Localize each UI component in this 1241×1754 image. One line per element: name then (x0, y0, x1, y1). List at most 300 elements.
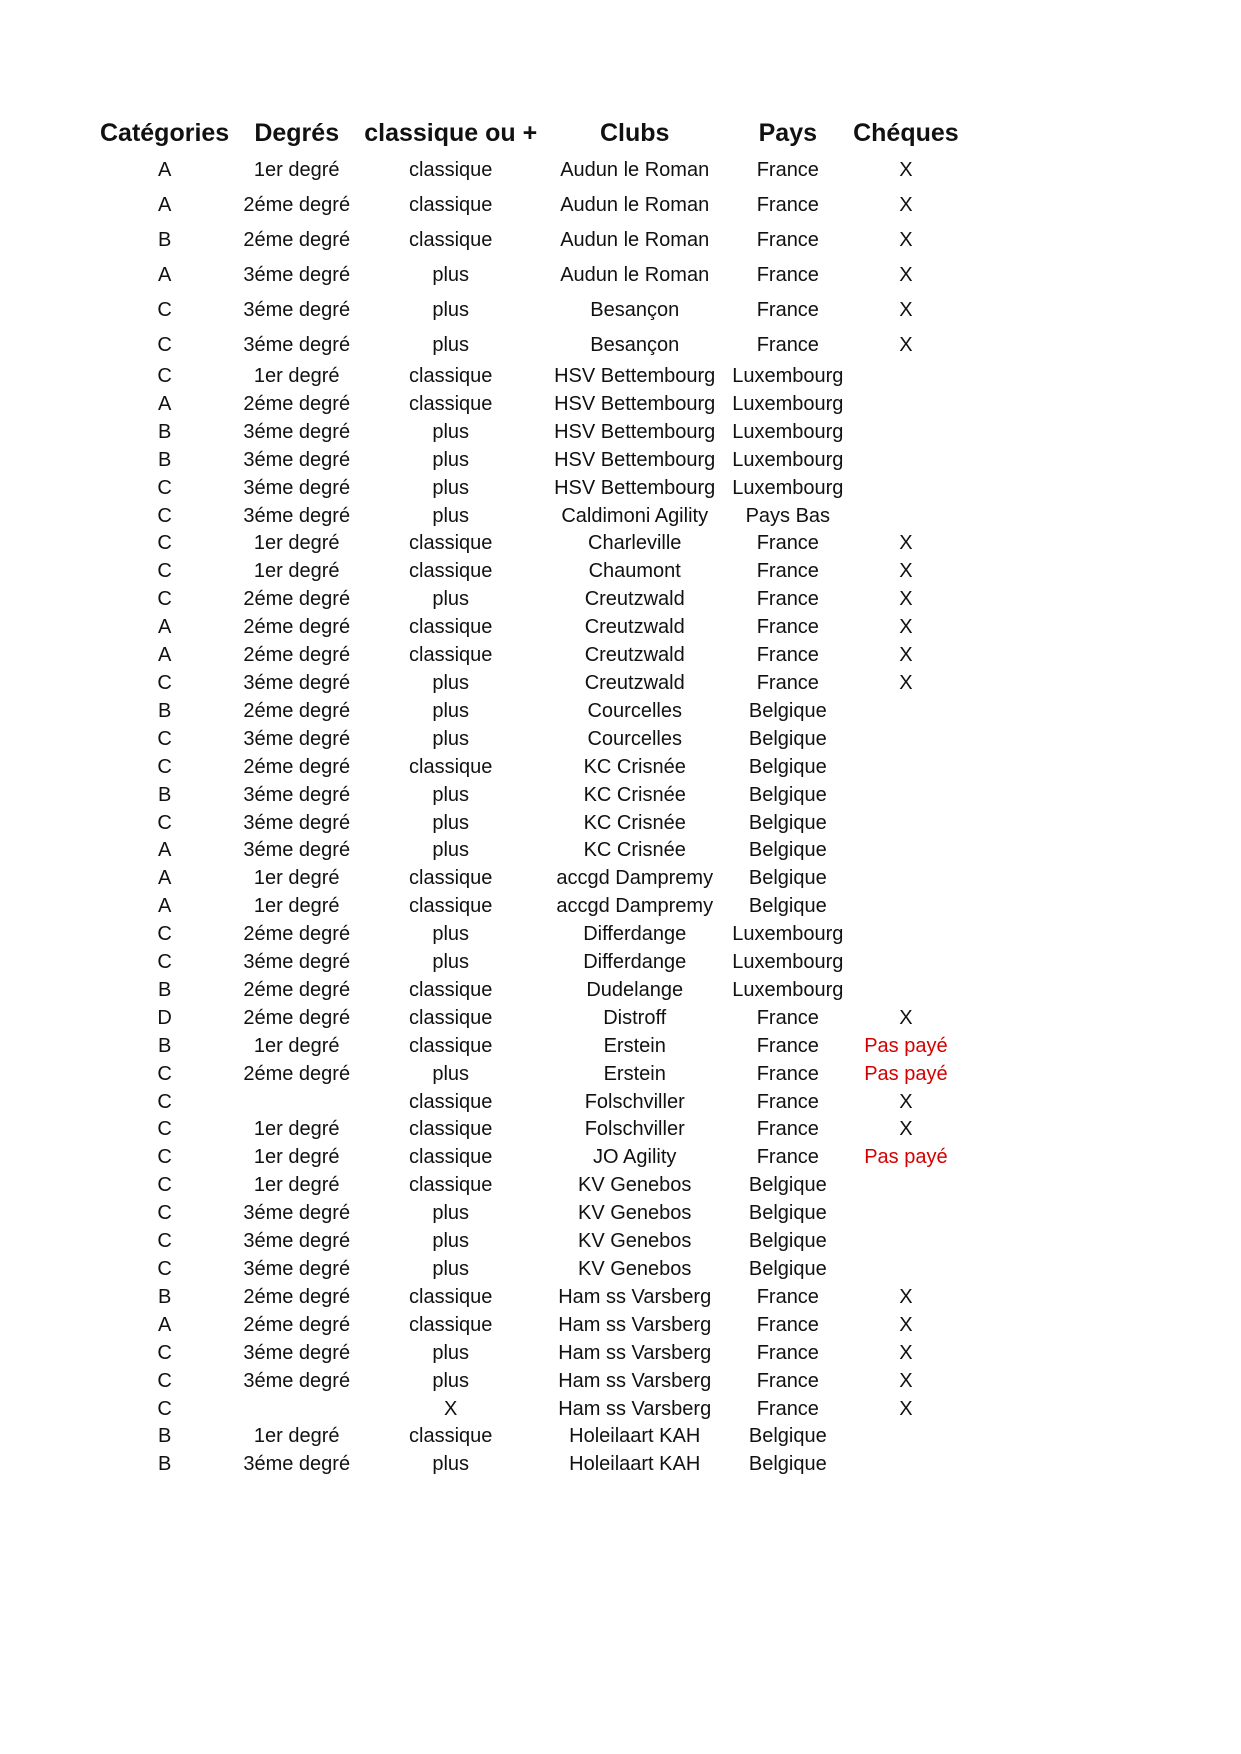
table-row (100, 1033, 968, 1061)
cell-cheque (843, 837, 968, 865)
cell-club: Holeilaart KAH (569, 1425, 701, 1448)
cell-categorie: C (157, 1397, 172, 1420)
cell-pays: France (756, 616, 819, 639)
cell-degre: 1er degré (253, 1034, 340, 1057)
cell-cheque: X (899, 560, 913, 583)
cell-cheque: X (899, 671, 913, 694)
cell-cheque: X (899, 229, 913, 251)
table-row (100, 328, 968, 363)
cell-pays: France (756, 159, 819, 181)
cell-categorie: B (157, 229, 172, 251)
cell-type: plus (432, 1062, 470, 1085)
table-row (100, 893, 968, 921)
cell-pays: France (756, 644, 819, 667)
table-row (100, 475, 968, 503)
cell-pays: Belgique (748, 1425, 827, 1448)
cell-pays: France (756, 1397, 819, 1420)
cell-categorie: B (157, 420, 172, 443)
cell-categorie: B (157, 448, 172, 471)
cell-type: plus (432, 1453, 470, 1476)
cell-club: Ham ss Varsberg (558, 1397, 712, 1420)
table-row (100, 670, 968, 698)
cell-pays: France (756, 1369, 819, 1392)
table-row (100, 726, 968, 754)
cell-cheque (843, 475, 968, 503)
cell-categorie: C (157, 1230, 172, 1253)
cell-cheque (843, 363, 968, 391)
cell-club: Erstein (603, 1034, 666, 1057)
cell-degre: 3éme degré (243, 951, 351, 974)
cell-cheque: X (899, 588, 913, 611)
cell-cheque: X (899, 1369, 913, 1392)
cell-club: Creutzwald (584, 616, 685, 639)
cell-pays: France (756, 588, 819, 611)
cell-pays: Belgique (748, 1202, 827, 1225)
cell-cheque: X (899, 1118, 913, 1141)
cell-cheque (843, 1172, 968, 1200)
cell-categorie: A (157, 159, 172, 181)
cell-categorie: C (157, 588, 172, 611)
cell-club: JO Agility (593, 1146, 677, 1169)
cell-type: classique (409, 159, 493, 181)
table-row (100, 782, 968, 810)
table-row (100, 810, 968, 838)
cell-categorie: C (157, 504, 172, 527)
cell-categorie: B (157, 1034, 172, 1057)
cell-categorie: A (157, 867, 172, 890)
cell-club: KC Crisnée (583, 755, 686, 778)
cell-club: Creutzwald (584, 588, 685, 611)
cell-type: plus (432, 1230, 470, 1253)
cell-type: classique (409, 1285, 493, 1308)
table-row (100, 949, 968, 977)
cell-cheque: X (899, 264, 913, 286)
cell-pays: Luxembourg (732, 365, 844, 387)
cell-categorie: C (157, 1118, 172, 1141)
cell-type: plus (432, 504, 470, 527)
cell-club: Audun le Roman (560, 159, 710, 181)
cell-categorie: C (157, 334, 172, 356)
cell-club: Charleville (588, 532, 682, 555)
cell-type: classique (409, 1313, 493, 1336)
table-row (100, 530, 968, 558)
cell-cheque: X (899, 194, 913, 216)
cell-degre: 3éme degré (243, 299, 351, 321)
cell-pays: France (756, 1341, 819, 1364)
table-row (100, 419, 968, 447)
cell-type: classique (409, 532, 493, 555)
table-row (100, 558, 968, 586)
cell-categorie: B (157, 1453, 172, 1476)
table-row (100, 865, 968, 893)
cell-pays: France (756, 1118, 819, 1141)
cell-type: classique (409, 365, 493, 387)
cell-type: classique (409, 1425, 493, 1448)
cell-degre: 2éme degré (243, 978, 351, 1001)
cell-pays: France (756, 194, 819, 216)
cell-club: Besançon (590, 334, 680, 356)
cell-pays: Belgique (748, 867, 827, 890)
cell-categorie: B (157, 783, 172, 806)
table-row (100, 1256, 968, 1284)
cell-club: HSV Bettembourg (554, 365, 716, 387)
table-row (100, 1172, 968, 1200)
table-row (100, 1200, 968, 1228)
cell-club: HSV Bettembourg (554, 420, 716, 443)
cell-club: Creutzwald (584, 644, 685, 667)
cell-type: classique (409, 560, 493, 583)
cell-pays: France (756, 1090, 819, 1113)
cell-categorie: C (157, 1090, 172, 1113)
cell-degre: 3éme degré (243, 504, 351, 527)
cell-club: Holeilaart KAH (569, 1453, 701, 1476)
cell-club: HSV Bettembourg (554, 476, 716, 499)
cell-type: classique (409, 978, 493, 1001)
cell-categorie: A (157, 644, 172, 667)
cell-degre: 1er degré (253, 867, 340, 890)
cell-cheque (843, 893, 968, 921)
cell-club: HSV Bettembourg (554, 448, 716, 471)
cell-degre: 2éme degré (243, 229, 351, 251)
table-row (100, 223, 968, 258)
cell-pays: France (756, 1062, 819, 1085)
cell-cheque: X (899, 159, 913, 181)
table-row (100, 1144, 968, 1172)
cell-cheque (843, 1228, 968, 1256)
cell-type: classique (409, 194, 493, 216)
cell-club: accgd Dampremy (556, 895, 714, 918)
cell-degre: 3éme degré (243, 334, 351, 356)
cell-cheque: X (899, 1006, 913, 1029)
cell-club: Audun le Roman (560, 264, 710, 286)
cell-pays: France (756, 299, 819, 321)
cell-cheque: X (899, 1313, 913, 1336)
cell-club: HSV Bettembourg (554, 392, 716, 415)
cell-cheque (843, 865, 968, 893)
cell-degre: 2éme degré (243, 1285, 351, 1308)
cell-pays: Belgique (748, 811, 827, 834)
cell-pays: Belgique (748, 1174, 827, 1197)
cell-degre (229, 1396, 364, 1424)
cell-type: classique (409, 644, 493, 667)
cell-categorie: D (157, 1006, 172, 1029)
cell-categorie: A (157, 616, 172, 639)
cell-pays: France (756, 229, 819, 251)
table-body (100, 153, 968, 1479)
cell-cheque (843, 977, 968, 1005)
cell-type: plus (432, 727, 470, 750)
cell-type: plus (432, 299, 470, 321)
cell-categorie: B (157, 978, 172, 1001)
cell-degre: 2éme degré (243, 923, 351, 946)
cell-categorie: C (157, 1202, 172, 1225)
cell-pays: France (756, 532, 819, 555)
cell-cheque (843, 949, 968, 977)
cell-cheque: X (899, 1341, 913, 1364)
cell-categorie: A (157, 839, 172, 862)
cell-degre: 3éme degré (243, 420, 351, 443)
cell-degre: 1er degré (253, 532, 340, 555)
cell-pays: Luxembourg (732, 392, 844, 415)
cell-categorie: C (157, 299, 172, 321)
cell-categorie: A (157, 392, 172, 415)
table-header (100, 113, 968, 153)
cell-club: KV Genebos (578, 1230, 692, 1253)
cell-degre: 2éme degré (243, 699, 351, 722)
cell-club: accgd Dampremy (556, 867, 714, 890)
table-row (100, 391, 968, 419)
cell-type: plus (432, 699, 470, 722)
cell-degre: 2éme degré (243, 1006, 351, 1029)
cell-club: Besançon (590, 299, 680, 321)
cell-cheque: X (899, 299, 913, 321)
cell-cheque (843, 1200, 968, 1228)
cell-club: Distroff (603, 1006, 667, 1029)
cell-pays: France (756, 1006, 819, 1029)
cell-degre: 3éme degré (243, 1369, 351, 1392)
cell-pays: France (756, 1034, 819, 1057)
cell-pays: Luxembourg (732, 476, 844, 499)
cell-club: Audun le Roman (560, 229, 710, 251)
table-row (100, 1396, 968, 1424)
cell-categorie: C (157, 365, 172, 387)
cell-cheque: X (899, 644, 913, 667)
header-categories: Catégories (100, 119, 230, 147)
cell-cheque: X (899, 532, 913, 555)
cell-pays: Belgique (748, 699, 827, 722)
table-row (100, 698, 968, 726)
cell-club: KC Crisnée (583, 839, 686, 862)
cell-degre: 3éme degré (243, 839, 351, 862)
table-row (100, 1340, 968, 1368)
cell-categorie: A (157, 264, 172, 286)
cell-type: plus (432, 951, 470, 974)
cell-cheque (843, 698, 968, 726)
cell-cheque (843, 810, 968, 838)
cell-club: Differdange (583, 951, 687, 974)
cell-degre: 2éme degré (243, 755, 351, 778)
cell-club: Differdange (583, 923, 687, 946)
cell-type: plus (432, 923, 470, 946)
cell-categorie: B (157, 1285, 172, 1308)
cell-pays: Belgique (748, 839, 827, 862)
cell-pays: France (756, 334, 819, 356)
spreadsheet-table (100, 113, 968, 1479)
cell-type: plus (432, 264, 470, 286)
cell-cheque (843, 754, 968, 782)
cell-club: Ham ss Varsberg (558, 1313, 712, 1336)
table-row (100, 1089, 968, 1117)
cell-degre (229, 1089, 364, 1117)
cell-type: plus (432, 420, 470, 443)
cell-categorie: C (157, 560, 172, 583)
cell-categorie: C (157, 1146, 172, 1169)
cell-categorie: C (157, 1062, 172, 1085)
cell-type: plus (432, 783, 470, 806)
cell-club: Ham ss Varsberg (558, 1285, 712, 1308)
cell-type: plus (432, 811, 470, 834)
cell-categorie: C (157, 755, 172, 778)
cell-type: classique (409, 616, 493, 639)
cell-degre: 1er degré (253, 1425, 340, 1448)
cell-type: X (444, 1397, 458, 1420)
table-row (100, 754, 968, 782)
cell-type: classique (409, 1034, 493, 1057)
cell-type: classique (409, 392, 493, 415)
cell-type: classique (409, 867, 493, 890)
cell-club: KC Crisnée (583, 811, 686, 834)
cell-club: KV Genebos (578, 1258, 692, 1280)
cell-degre: 3éme degré (243, 1258, 351, 1280)
cell-club: Ham ss Varsberg (558, 1369, 712, 1392)
cell-degre: 3éme degré (243, 476, 351, 499)
cell-pays: Luxembourg (732, 420, 844, 443)
cell-type: plus (432, 448, 470, 471)
header-pays: Pays (758, 119, 817, 147)
cell-club: Dudelange (586, 978, 684, 1001)
cell-degre: 3éme degré (243, 1202, 351, 1225)
table-row (100, 1284, 968, 1312)
table-row (100, 1368, 968, 1396)
cell-pays: Belgique (748, 895, 827, 918)
cell-club: Courcelles (587, 727, 682, 750)
cell-degre: 1er degré (253, 1118, 340, 1141)
table-row (100, 1228, 968, 1256)
cell-pays: Belgique (748, 755, 827, 778)
cell-categorie: A (157, 194, 172, 216)
cell-type: plus (432, 1369, 470, 1392)
cell-degre: 1er degré (253, 365, 340, 387)
table-row (100, 642, 968, 670)
cell-pays: Belgique (748, 1453, 827, 1476)
cell-club: Folschviller (584, 1118, 685, 1141)
cell-pays: France (756, 1313, 819, 1336)
cell-degre: 1er degré (253, 1174, 340, 1197)
header-degres: Degrés (254, 119, 340, 147)
cell-type: plus (432, 1258, 470, 1280)
cell-club: Folschviller (584, 1090, 685, 1113)
cell-degre: 2éme degré (243, 194, 351, 216)
cell-cheque: X (899, 1285, 913, 1308)
cell-cheque (843, 921, 968, 949)
cell-pays: France (756, 671, 819, 694)
cell-categorie: C (157, 951, 172, 974)
cell-categorie: B (157, 699, 172, 722)
cell-categorie: C (157, 532, 172, 555)
cell-pays: Belgique (748, 1258, 827, 1280)
cell-type: classique (409, 229, 493, 251)
cell-degre: 2éme degré (243, 392, 351, 415)
header-cheques: Chéques (853, 119, 959, 147)
table-row (100, 363, 968, 391)
cell-type: classique (409, 1118, 493, 1141)
cell-club: KV Genebos (578, 1202, 692, 1225)
cell-degre: 2éme degré (243, 1313, 351, 1336)
cell-cheque (843, 782, 968, 810)
cell-type: classique (409, 1146, 493, 1169)
table-row (100, 153, 968, 188)
cell-degre: 3éme degré (243, 727, 351, 750)
table-row (100, 977, 968, 1005)
cell-cheque (843, 503, 968, 531)
cell-pays: Belgique (748, 727, 827, 750)
cell-type: plus (432, 671, 470, 694)
cell-degre: 2éme degré (243, 588, 351, 611)
table-row (100, 586, 968, 614)
cell-type: plus (432, 588, 470, 611)
cell-pays: Luxembourg (732, 951, 844, 974)
cell-pays: France (756, 264, 819, 286)
table-row (100, 447, 968, 475)
cell-categorie: C (157, 1258, 172, 1280)
cell-type: classique (409, 1090, 493, 1113)
cell-categorie: C (157, 1341, 172, 1364)
cell-cheque (843, 1451, 968, 1479)
cell-pays: Luxembourg (732, 448, 844, 471)
table-row (100, 1116, 968, 1144)
cell-pays: Belgique (748, 1230, 827, 1253)
cell-degre: 2éme degré (243, 616, 351, 639)
cell-categorie: C (157, 476, 172, 499)
cell-cheque: X (899, 1090, 913, 1113)
table-row (100, 1312, 968, 1340)
cell-degre: 2éme degré (243, 644, 351, 667)
cell-type: plus (432, 1341, 470, 1364)
table-row (100, 503, 968, 531)
cell-club: Caldimoni Agility (561, 504, 709, 527)
cell-pays: Luxembourg (732, 978, 844, 1001)
cell-categorie: C (157, 671, 172, 694)
cell-type: plus (432, 476, 470, 499)
cell-cheque (843, 1423, 968, 1451)
cell-club: Audun le Roman (560, 194, 710, 216)
header-classique: classique ou + (364, 119, 538, 147)
cell-degre: 1er degré (253, 895, 340, 918)
cell-categorie: C (157, 1369, 172, 1392)
cell-categorie: C (157, 923, 172, 946)
cell-club: KV Genebos (578, 1174, 692, 1197)
cell-degre: 3éme degré (243, 1230, 351, 1253)
cell-cheque: X (899, 334, 913, 356)
cell-degre: 2éme degré (243, 1062, 351, 1085)
cell-degre: 3éme degré (243, 264, 351, 286)
cell-club: Chaumont (588, 560, 681, 583)
table-row (100, 188, 968, 223)
cell-type: plus (432, 1202, 470, 1225)
cell-cheque (843, 391, 968, 419)
table-row (100, 921, 968, 949)
cell-type: classique (409, 1006, 493, 1029)
cell-cheque: Pas payé (864, 1062, 948, 1085)
cell-degre: 3éme degré (243, 1453, 351, 1476)
cell-club: KC Crisnée (583, 783, 686, 806)
cell-pays: France (756, 1146, 819, 1169)
header-row (100, 113, 968, 153)
cell-degre: 1er degré (253, 560, 340, 583)
cell-club: Creutzwald (584, 671, 685, 694)
cell-type: classique (409, 895, 493, 918)
cell-categorie: B (157, 1425, 172, 1448)
cell-cheque: X (899, 616, 913, 639)
cell-categorie: A (157, 1313, 172, 1336)
table-row (100, 1061, 968, 1089)
cell-cheque (843, 726, 968, 754)
cell-degre: 3éme degré (243, 671, 351, 694)
cell-cheque (843, 1256, 968, 1284)
cell-cheque: Pas payé (864, 1034, 948, 1057)
cell-pays: Belgique (748, 783, 827, 806)
cell-cheque: Pas payé (864, 1146, 948, 1169)
